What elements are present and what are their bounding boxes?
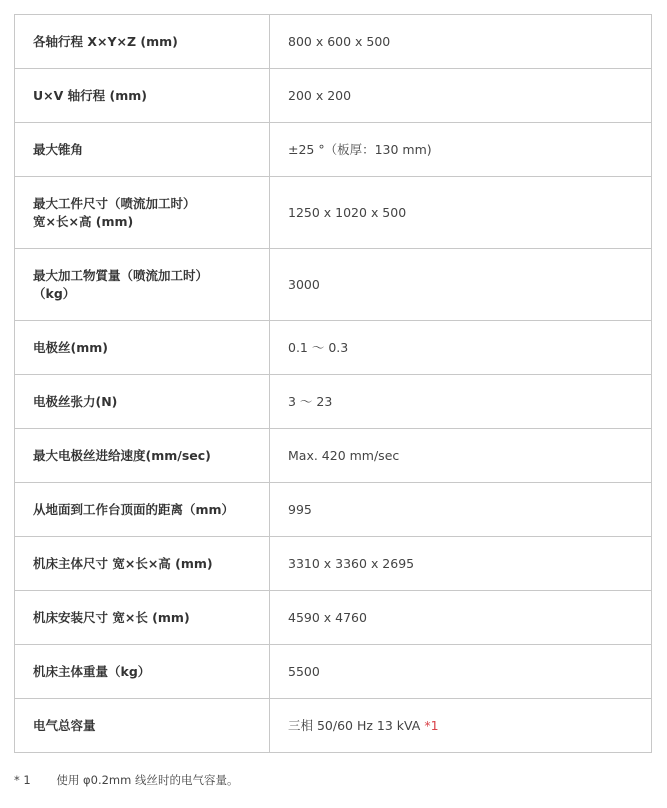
spec-table-body [15, 15, 652, 753]
spec-value-text: 5500 [288, 663, 320, 679]
spec-label [15, 123, 270, 177]
table-row [15, 177, 652, 249]
spec-label-line: 机床主体重量（kg） [33, 663, 151, 679]
spec-label [15, 429, 270, 483]
spec-label [15, 15, 270, 69]
table-row [15, 591, 652, 645]
spec-label [15, 321, 270, 375]
table-row [15, 321, 652, 375]
spec-value [270, 321, 652, 375]
spec-label [15, 249, 270, 321]
spec-value [270, 699, 652, 753]
spec-value-text: 0.1 ～ 0.3 [288, 339, 349, 355]
spec-value [270, 15, 652, 69]
spec-label-line: （kg） [33, 285, 76, 301]
spec-value-text: 200 x 200 [288, 87, 352, 103]
spec-value [270, 429, 652, 483]
spec-label [15, 483, 270, 537]
spec-value [270, 177, 652, 249]
table-row [15, 69, 652, 123]
spec-value [270, 69, 652, 123]
spec-value [270, 645, 652, 699]
spec-table [14, 14, 652, 753]
table-row [15, 249, 652, 321]
spec-value-text: 800 x 600 x 500 [288, 33, 391, 49]
spec-label [15, 591, 270, 645]
footnote-mark: * 1 [14, 773, 31, 787]
spec-label-line: 最大电极丝进给速度(mm/sec) [33, 447, 211, 463]
spec-value-text: 995 [288, 501, 312, 517]
table-row [15, 15, 652, 69]
spec-value [270, 537, 652, 591]
table-row [15, 645, 652, 699]
spec-value [270, 483, 652, 537]
table-row [15, 429, 652, 483]
footnote [14, 772, 238, 788]
spec-label [15, 645, 270, 699]
spec-label-line: 最大锥角 [33, 141, 84, 157]
spec-value [270, 375, 652, 429]
spec-label-line: 电极丝(mm) [33, 339, 108, 355]
table-row [15, 123, 652, 177]
spec-label-line: 宽×长×高 (mm) [33, 213, 134, 229]
table-row [15, 483, 652, 537]
spec-value [270, 123, 652, 177]
spec-value-text: 4590 x 4760 [288, 609, 367, 625]
spec-label-line: 机床安装尺寸 宽×长 (mm) [33, 609, 190, 625]
spec-label-line: 电极丝张力(N) [33, 393, 118, 409]
spec-label [15, 699, 270, 753]
spec-label-line: 电气总容量 [33, 717, 96, 733]
spec-value-text: 3310 x 3360 x 2695 [288, 555, 415, 571]
footnote-text: 使用 φ0.2mm 线丝时的电气容量。 [56, 773, 239, 787]
spec-label-line: U×V 轴行程 (mm) [33, 87, 147, 103]
table-row [15, 537, 652, 591]
spec-value-text: 三相 50/60 Hz 13 kVA [288, 717, 421, 733]
spec-value-text: 3 ～ 23 [288, 393, 333, 409]
spec-label-line: 最大工件尺寸（喷流加工时） [33, 195, 196, 211]
spec-label-line: 机床主体尺寸 宽×长×高 (mm) [33, 555, 213, 571]
spec-label-line: 最大加工物質量（喷流加工时） [33, 267, 209, 283]
spec-value [270, 591, 652, 645]
spec-label-line: 各轴行程 X×Y×Z (mm) [33, 33, 178, 49]
spec-label [15, 69, 270, 123]
table-row [15, 699, 652, 753]
table-row [15, 375, 652, 429]
spec-value-text: 1250 x 1020 x 500 [288, 204, 407, 220]
note-reference: *1 [424, 717, 439, 733]
spec-label [15, 375, 270, 429]
spec-label [15, 537, 270, 591]
spec-label-line: 从地面到工作台顶面的距离（mm） [33, 501, 235, 517]
spec-value-text: Max. 420 mm/sec [288, 447, 400, 463]
spec-value-text: 3000 [288, 276, 320, 292]
spec-label [15, 177, 270, 249]
spec-value-text: ±25 °（板厚：130 mm) [288, 141, 432, 157]
spec-value [270, 249, 652, 321]
